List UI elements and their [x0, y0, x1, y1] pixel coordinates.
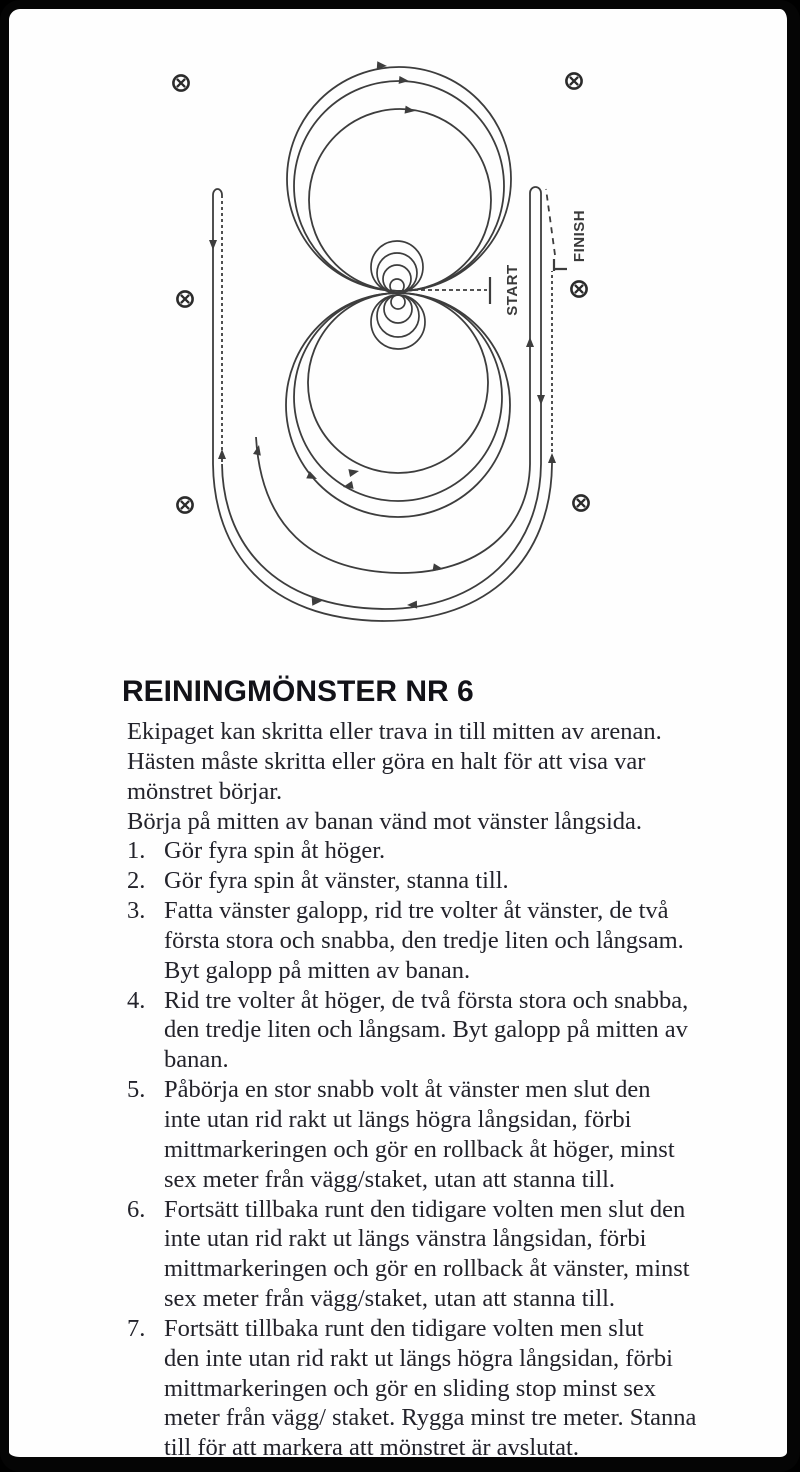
item-line: banan. [164, 1046, 229, 1074]
arena-marker-icon [173, 75, 188, 90]
list-item [127, 836, 767, 866]
item-line: Fortsätt tillbaka runt den tidigare volten men slut den [164, 1195, 686, 1223]
item-number: 7. [127, 1314, 146, 1342]
list-item [127, 896, 767, 986]
item-number: 1. [127, 837, 146, 865]
left-run-line [213, 189, 222, 464]
item-line: Gör fyra spin åt höger. [164, 837, 386, 865]
item-line: mittmarkeringen och gör en sliding stop minst sex [164, 1374, 656, 1402]
bottom-run-arcs [213, 437, 552, 621]
item-line: meter från vägg/ staket. Rygga minst tre meter. Stanna [164, 1404, 697, 1432]
intro-line: mönstret börjar. [127, 777, 283, 805]
instructions-block [122, 675, 767, 1463]
item-number: 2. [127, 867, 146, 895]
item-line: sex meter från vägg/staket, utan att stanna till. [164, 1285, 616, 1313]
item-line: inte utan rid rakt ut längs högra långsidan, förbi [164, 1105, 632, 1133]
lower-circles [286, 293, 510, 517]
list-item [127, 1075, 767, 1194]
item-line: Byt galopp på mitten av banan. [164, 956, 471, 984]
pattern-diagram [9, 19, 789, 674]
item-line: sex meter från vägg/staket, utan att stanna till. [164, 1165, 616, 1193]
finish-stop-icon [554, 259, 567, 271]
list-item [127, 1314, 767, 1463]
reining-pattern-figure [9, 19, 789, 674]
start-label: START [504, 264, 521, 316]
intro-line: Hästen måste skritta eller göra en halt för att visa var [127, 747, 646, 775]
finish-label: FINISH [571, 209, 588, 263]
right-run-line [530, 187, 555, 464]
list-item [127, 866, 767, 896]
list-item [127, 986, 767, 1076]
item-line: mittmarkeringen och gör en rollback åt höger, minst [164, 1135, 675, 1163]
item-line: mittmarkeringen och gör en rollback åt vänster, minst [164, 1255, 690, 1283]
item-number: 4. [127, 986, 146, 1014]
item-line: första stora och snabba, den tredje liten och långsam. [164, 926, 684, 954]
item-line: Fortsätt tillbaka runt den tidigare volten men slut [164, 1314, 644, 1342]
item-number: 3. [127, 897, 146, 925]
direction-arrows [209, 61, 556, 609]
numbered-list [127, 836, 767, 1463]
item-line: Påbörja en stor snabb volt åt vänster men slut den [164, 1076, 651, 1104]
item-line: Gör fyra spin åt vänster, stanna till. [164, 867, 509, 895]
item-line: den tredje liten och långsam. Byt galopp på mitten av [164, 1016, 688, 1044]
arena-marker-icon [573, 495, 588, 510]
item-line: den inte utan rid rakt ut längs högra långsidan, förbi [164, 1344, 673, 1372]
item-line: Rid tre volter åt höger, de två första stora och snabba, [164, 986, 689, 1014]
intro-line: Börja på mitten av banan vänd mot vänster långsida. [127, 807, 643, 835]
item-line: inte utan rid rakt ut längs vänstra långsidan, förbi [164, 1225, 647, 1253]
arena-marker-icon [177, 291, 192, 306]
arena-marker-icon [571, 281, 586, 296]
arena-marker-icon [177, 497, 192, 512]
list-item [127, 1195, 767, 1314]
intro-line: Ekipaget kan skritta eller trava in till mitten av arenan. [127, 718, 662, 745]
upper-circles [287, 67, 511, 291]
item-line: till för att markera att mönstret är avslutat. [164, 1434, 579, 1462]
intro-paragraph [127, 717, 767, 836]
item-line: Fatta vänster galopp, rid tre volter åt vänster, de två [164, 897, 669, 925]
item-number: 6. [127, 1195, 146, 1223]
arena-marker-icon [566, 73, 581, 88]
page-title: REININGMÖNSTER NR 6 [122, 675, 474, 708]
arena-markers [173, 73, 588, 512]
item-number: 5. [127, 1076, 146, 1104]
